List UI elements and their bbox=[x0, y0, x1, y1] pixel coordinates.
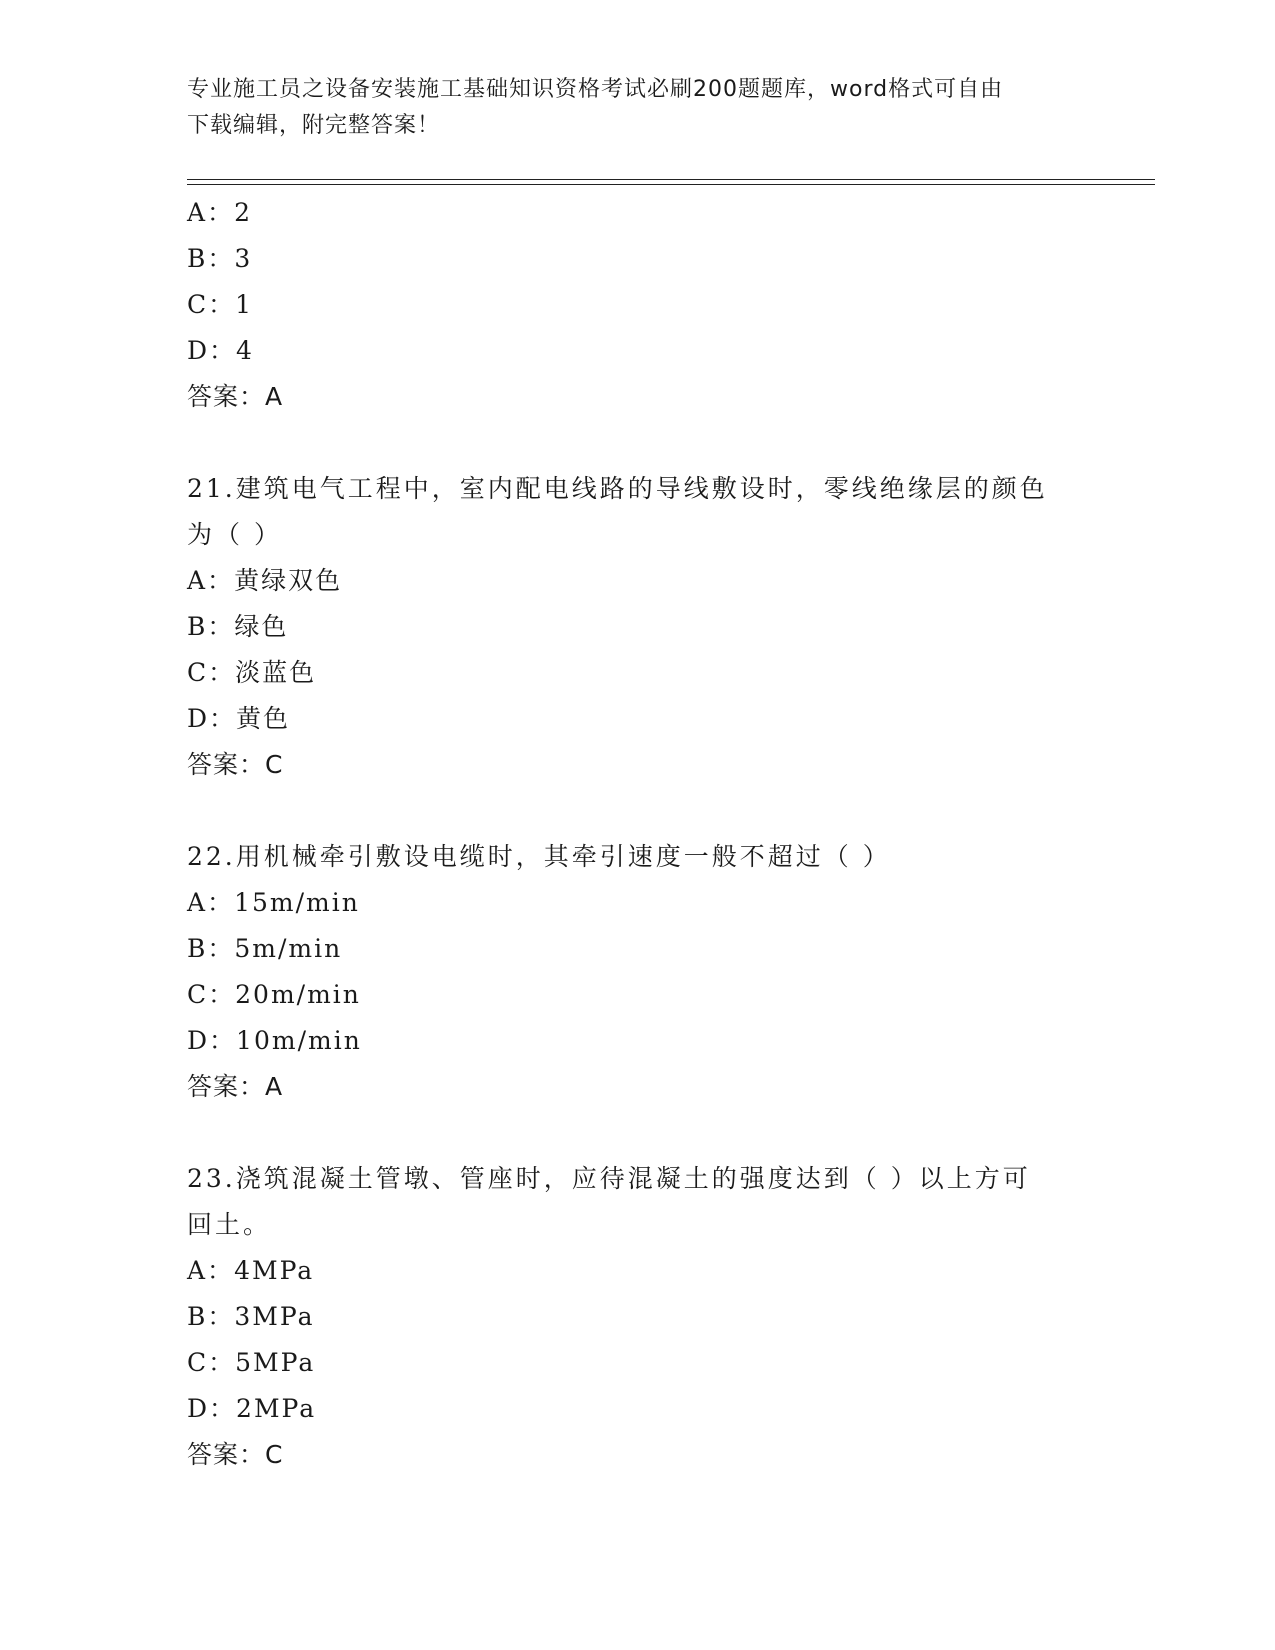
option-letter: B： bbox=[187, 612, 235, 641]
option-d bbox=[187, 1386, 1087, 1432]
option-text: 3MPa bbox=[234, 1302, 315, 1331]
option-d bbox=[187, 696, 1087, 742]
option-text: 5m/min bbox=[234, 934, 343, 963]
option-d bbox=[187, 328, 1087, 374]
option-letter: B： bbox=[187, 1302, 235, 1331]
option-text: 2 bbox=[234, 198, 252, 227]
option-letter: D： bbox=[187, 336, 237, 365]
option-letter: B： bbox=[187, 934, 235, 963]
question-stem-line-1: 22.用机械牵引敷设电缆时，其牵引速度一般不超过（ ） bbox=[187, 842, 891, 871]
option-text: 20m/min bbox=[235, 980, 361, 1009]
question-block-22 bbox=[187, 834, 1087, 1110]
question-block-prev bbox=[187, 190, 1087, 420]
option-text: 1 bbox=[235, 290, 254, 319]
option-a bbox=[187, 880, 1087, 926]
option-c bbox=[187, 972, 1087, 1018]
question-stem-line-2: 回土。 bbox=[187, 1210, 272, 1239]
option-letter: D： bbox=[187, 704, 237, 733]
question-stem bbox=[187, 466, 1087, 558]
answer-line: 答案：A bbox=[187, 382, 284, 411]
question-stem-line-2: 为（ ） bbox=[187, 520, 282, 549]
question-block-23 bbox=[187, 1156, 1087, 1478]
option-text: 淡蓝色 bbox=[235, 658, 317, 687]
option-text: 4 bbox=[236, 336, 254, 365]
option-letter: C： bbox=[187, 658, 236, 687]
option-letter: C： bbox=[187, 290, 236, 319]
option-letter: C： bbox=[187, 980, 236, 1009]
option-letter: D： bbox=[187, 1026, 237, 1055]
option-text: 10m/min bbox=[236, 1026, 362, 1055]
option-text: 黄色 bbox=[236, 704, 291, 733]
question-block-21 bbox=[187, 466, 1087, 788]
option-b bbox=[187, 926, 1087, 972]
spacer bbox=[187, 1110, 1087, 1156]
question-list bbox=[187, 190, 1087, 1478]
document-header bbox=[187, 72, 1067, 144]
option-b bbox=[187, 604, 1087, 650]
option-c bbox=[187, 1340, 1087, 1386]
option-b bbox=[187, 1294, 1087, 1340]
header-title-line-1: 专业施工员之设备安装施工基础知识资格考试必刷200题题库，word格式可自由 bbox=[187, 77, 1004, 102]
option-c bbox=[187, 650, 1087, 696]
option-text: 15m/min bbox=[234, 888, 360, 917]
option-letter: A： bbox=[187, 198, 235, 227]
option-letter: A： bbox=[187, 1256, 235, 1285]
option-text: 4MPa bbox=[234, 1256, 315, 1285]
question-stem bbox=[187, 1156, 1087, 1248]
option-c bbox=[187, 282, 1087, 328]
spacer bbox=[187, 788, 1087, 834]
answer-line: 答案：C bbox=[187, 1440, 284, 1469]
option-b bbox=[187, 236, 1087, 282]
option-d bbox=[187, 1018, 1087, 1064]
answer-line: 答案：A bbox=[187, 1072, 284, 1101]
option-letter: D： bbox=[187, 1394, 237, 1423]
header-divider-bottom bbox=[187, 184, 1155, 185]
question-stem-line-1: 23.浇筑混凝土管墩、管座时，应待混凝土的强度达到（ ）以上方可 bbox=[187, 1164, 1031, 1193]
option-text: 5MPa bbox=[235, 1348, 316, 1377]
option-letter: B： bbox=[187, 244, 235, 273]
option-text: 黄绿双色 bbox=[234, 566, 343, 595]
question-stem-line-1: 21.建筑电气工程中，室内配电线路的导线敷设时，零线绝缘层的颜色 bbox=[187, 474, 1048, 503]
option-a bbox=[187, 558, 1087, 604]
option-letter: A： bbox=[187, 888, 235, 917]
option-text: 3 bbox=[234, 244, 253, 273]
option-a bbox=[187, 1248, 1087, 1294]
header-title-line-2: 下载编辑，附完整答案！ bbox=[187, 113, 441, 138]
answer-line: 答案：C bbox=[187, 750, 284, 779]
option-text: 绿色 bbox=[234, 612, 289, 641]
header-divider-top bbox=[187, 179, 1155, 180]
option-letter: A： bbox=[187, 566, 235, 595]
question-stem bbox=[187, 834, 1087, 880]
spacer bbox=[187, 420, 1087, 466]
option-text: 2MPa bbox=[236, 1394, 317, 1423]
option-a bbox=[187, 190, 1087, 236]
option-letter: C： bbox=[187, 1348, 236, 1377]
